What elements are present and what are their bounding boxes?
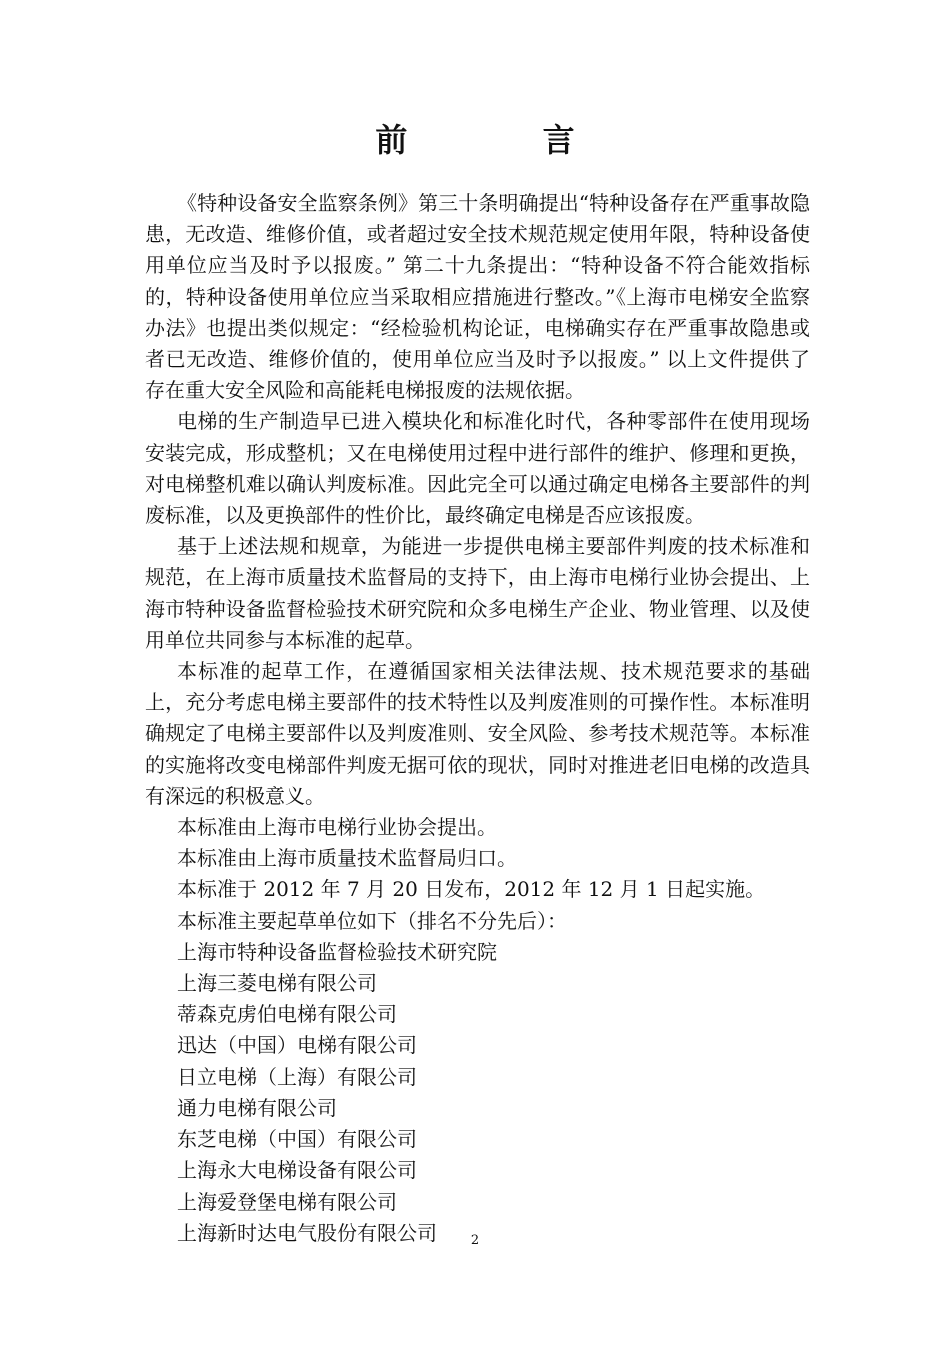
list-item: 上海市特种设备监督检验技术研究院 [177,939,497,964]
organization-list [145,937,810,1249]
list-item: 上海三菱电梯有限公司 [177,971,377,996]
paragraph-modular-manufacturing: 电梯的生产制造早已进入模块化和标准化时代，各种零部件在使用现场安装完成，形成整机；又在电梯使用过程中进行部件的维护、修理和更换，对电梯整机难以确认判废标准。因此完全可以通过确定电梯各主要部件的判废标准，以及更换部件的性价比，最终确定电梯是否应该报废。 [145,409,810,528]
list-item: 东芝电梯（中国）有限公司 [177,1127,417,1152]
list-item: 上海爱登堡电梯有限公司 [177,1189,397,1214]
page-title: 前 言 [375,121,637,159]
paragraph-drafting-work: 本标准的起草工作，在遵循国家相关法律法规、技术规范要求的基础上，充分考虑电梯主要部件的技术特性以及判废准则的可操作性。本标准明确规定了电梯主要部件以及判废准则、安全风险、参考技术规范等。本标准的实施将改变电梯部件判废无据可依的现状，同时对推进老旧电梯的改造具有深远的积极意义。 [145,659,810,808]
statement-administrator: 本标准由上海市质量技术监督局归口。 [177,846,517,871]
paragraph-legal-basis: 《特种设备安全监察条例》第三十条明确提出“特种设备存在严重事故隐患，无改造、维修价值，或者超过安全技术规范规定使用年限，特种设备使用单位应当及时予以报废。” 第二十九条提出：“特种设备不符合能效指标的，特种设备使用单位应当采取相应措施进行整改。”《上海市电梯安全监察办法》也提出类似规定：“经检验机构论证，电梯确实存在严重事故隐患或者已无改造、维修价值的，使用单位应当及时予以报废。” 以上文件提供了存在重大安全风险和高能耗电梯报废的法规依据。 [145,191,810,403]
statement-drafting-units: 本标准主要起草单位如下（排名不分先后）： [177,908,567,933]
list-item: 日立电梯（上海）有限公司 [177,1064,417,1089]
list-item: 蒂森克虏伯电梯有限公司 [177,1002,397,1027]
list-item: 上海新时达电气股份有限公司 [177,1220,437,1245]
statement-dates: 本标准于 2012 年 7 月 20 日发布，2012 年 12 月 1 日起实施。 [177,877,766,902]
paragraph-drafting-background: 基于上述法规和规章，为能进一步提供电梯主要部件判废的技术标准和规范，在上海市质量技术监督局的支持下，由上海市电梯行业协会提出、上海市特种设备监督检验技术研究院和众多电梯生产企业、物业管理、以及使用单位共同参与本标准的起草。 [145,534,810,652]
document-body [145,188,810,1249]
list-item: 通力电梯有限公司 [177,1095,337,1120]
list-item: 迅达（中国）电梯有限公司 [177,1033,417,1058]
statement-proposer: 本标准由上海市电梯行业协会提出。 [177,815,497,840]
list-item: 上海永大电梯设备有限公司 [177,1158,417,1183]
page-number: 2 [470,1233,480,1248]
